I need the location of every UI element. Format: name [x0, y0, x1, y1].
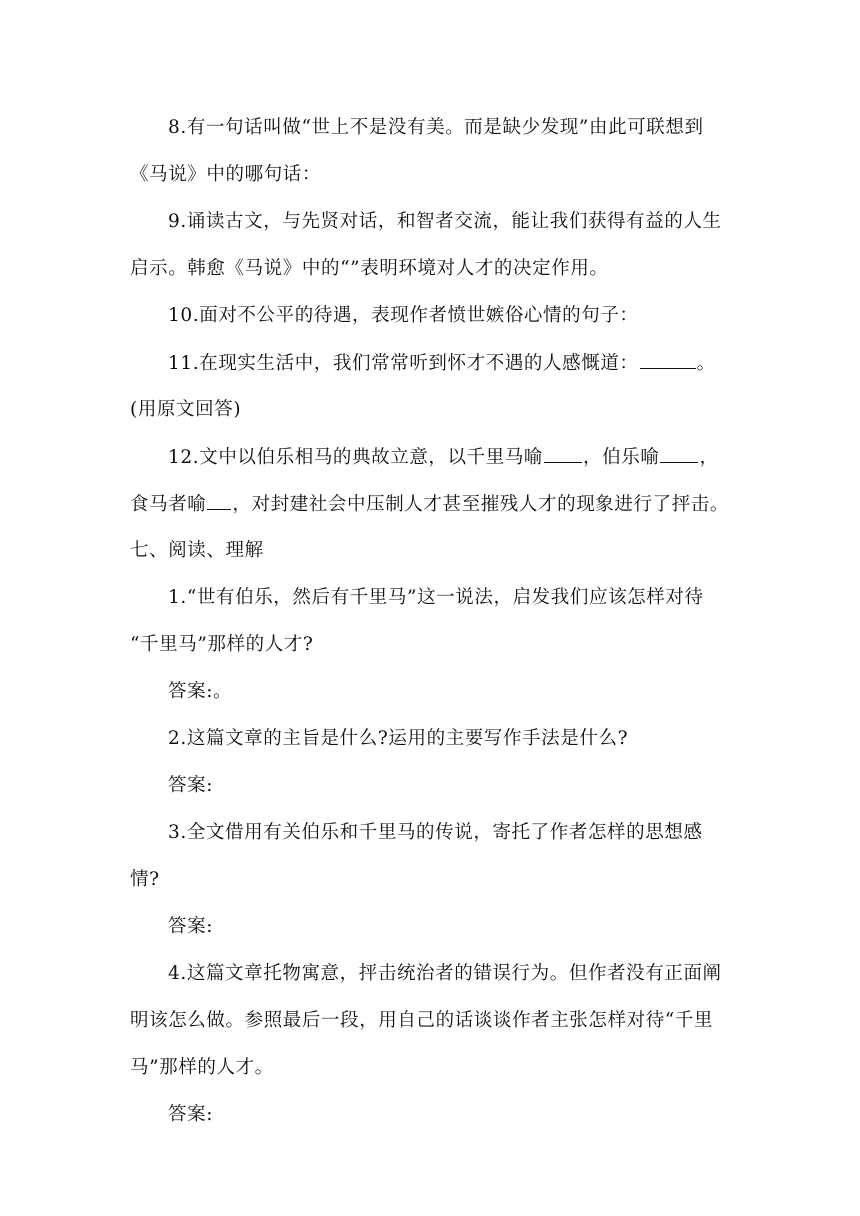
answer-blank: [660, 440, 698, 463]
question-8-line-2: 《马说》中的哪句话：: [130, 164, 322, 185]
question-12-line-1: [130, 440, 730, 487]
question-8-line-1: 8.有一句话叫做“世上不是没有美。而是缺少发现”由此可联想到: [168, 117, 704, 138]
question-11-period: 。: [696, 353, 716, 374]
reading-question-4-line-3: 马”那样的人才。: [130, 1057, 274, 1078]
answer-blank: [544, 440, 582, 463]
question-12-line-2: [130, 487, 730, 534]
reading-question-4-line-2: 明该怎么做。参照最后一段，用自己的话谈谈作者主张怎样对待“千里: [130, 1010, 714, 1031]
reading-question-1-line-1: 1.“世有伯乐，然后有千里马”这一说法，启发我们应该怎样对待: [168, 587, 704, 608]
document-page: [130, 111, 730, 1145]
question-10: 10.面对不公平的待遇，表现作者愤世嫉俗心情的句子：: [168, 305, 639, 326]
reading-question-3-line-1: 3.全文借用有关伯乐和千里马的传说，寄托了作者怎样的思想感: [168, 822, 703, 843]
question-11-line-1: [130, 346, 730, 393]
question-9-line-1: 9.诵读古文，与先贤对话，和智者交流，能让我们获得有益的人生: [168, 211, 722, 232]
reading-answer-4: 答案:: [168, 1104, 214, 1125]
question-12-text-e: ，对封建社会中压制人才甚至摧残人才的现象进行了抨击。: [232, 494, 730, 515]
question-11-text: 11.在现实生活中，我们常常听到怀才不遇的人感慨道：: [168, 353, 639, 374]
answer-blank: [640, 346, 696, 369]
reading-question-3-line-2: 情?: [130, 869, 160, 890]
section-heading: 七、阅读、理解: [130, 540, 264, 561]
reading-answer-3: 答案:: [168, 916, 214, 937]
reading-question-1-line-2: “千里马”那样的人才?: [130, 634, 314, 655]
reading-question-4-line-1: 4.这篇文章托物寓意，抨击统治者的错误行为。但作者没有正面阐: [168, 963, 722, 984]
question-12-text-a: 12.文中以伯乐相马的典故立意，以千里马喻: [168, 447, 544, 468]
reading-question-2: 2.这篇文章的主旨是什么?运用的主要写作手法是什么?: [168, 728, 629, 749]
question-12-text-c: ，: [699, 447, 719, 468]
answer-blank: [207, 487, 231, 510]
question-9-line-2: 启示。韩愈《马说》中的“”表明环境对人才的决定作用。: [130, 258, 609, 279]
question-12-text-b: ，伯乐喻: [583, 447, 660, 468]
question-12-text-d: 食马者喻: [130, 494, 207, 515]
reading-answer-1: 答案:。: [168, 681, 233, 702]
reading-answer-2: 答案:: [168, 775, 214, 796]
question-11-line-2: (用原文回答): [130, 399, 242, 420]
